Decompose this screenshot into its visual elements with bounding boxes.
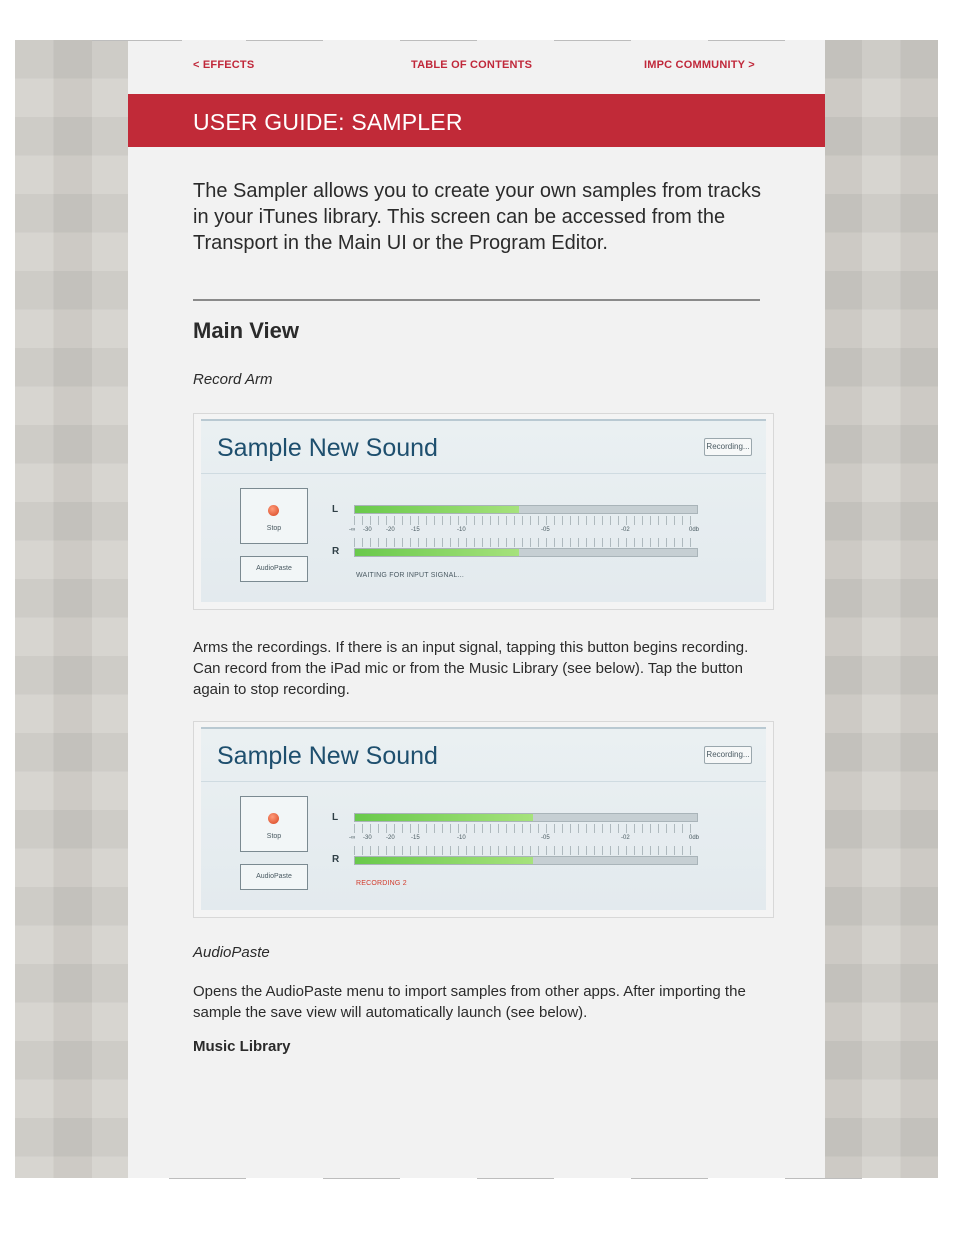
status-text: RECORDING 2	[356, 880, 407, 887]
audiopaste-caption: AudioPaste	[193, 944, 270, 961]
db-tick-label: -30	[363, 527, 372, 533]
divider	[169, 1178, 246, 1179]
sampler-screenshot	[193, 413, 774, 610]
divider	[323, 1178, 400, 1179]
db-tick-label: 0db	[689, 527, 700, 533]
divider	[554, 40, 631, 41]
divider	[785, 1178, 862, 1179]
title-banner	[128, 94, 825, 147]
section-heading: Main View	[193, 318, 299, 343]
db-tick-label: -10	[457, 835, 466, 841]
recording-button: Recording...	[704, 438, 752, 456]
record-icon	[268, 813, 279, 824]
db-tick-label: -05	[541, 527, 550, 533]
toc-link[interactable]: TABLE OF CONTENTS	[411, 59, 533, 71]
meter-ticks	[354, 846, 696, 855]
page-title: USER GUIDE: SAMPLER	[193, 109, 463, 135]
left-level-fill	[355, 506, 519, 513]
meter-ticks	[354, 538, 696, 547]
divider	[201, 781, 766, 782]
audiopaste-button: AudioPaste	[240, 556, 308, 582]
sampler-screenshot	[193, 721, 774, 918]
db-tick-label: 0db	[689, 835, 700, 841]
right-level-meter	[354, 548, 698, 557]
right-level-meter	[354, 856, 698, 865]
db-tick-label: -∞	[349, 527, 356, 533]
sampler-panel	[201, 727, 766, 910]
audiopaste-button: AudioPaste	[240, 864, 308, 890]
record-arm-description: Arms the recordings. If there is an input signal, tapping this button begins recording. Can record from the iPad mic or from the Music Library (see below). Tap the button again to stop recording.	[193, 639, 749, 698]
db-tick-label: -∞	[349, 835, 356, 841]
record-icon	[268, 505, 279, 516]
sampler-title: Sample New Sound	[217, 434, 438, 462]
divider	[201, 473, 766, 474]
db-tick-label: -30	[363, 835, 372, 841]
meter-ticks	[354, 516, 696, 525]
left-level-meter	[354, 813, 698, 822]
meter-ticks	[354, 824, 696, 833]
db-tick-label: -20	[386, 835, 395, 841]
sampler-title: Sample New Sound	[217, 742, 438, 770]
right-channel-label: R	[332, 546, 340, 557]
right-channel-label: R	[332, 854, 340, 865]
stop-label: Stop	[266, 525, 282, 532]
record-arm-button	[240, 796, 308, 852]
left-level-meter	[354, 505, 698, 514]
record-arm-caption: Record Arm	[193, 371, 273, 388]
right-level-fill	[355, 857, 533, 864]
left-level-fill	[355, 814, 533, 821]
intro-paragraph: The Sampler allows you to create your own samples from tracks in your iTunes library. This screen can be accessed from the Transport in the Main UI or the Program Editor.	[193, 180, 761, 254]
status-text: WAITING FOR INPUT SIGNAL...	[356, 572, 465, 579]
divider	[477, 1178, 554, 1179]
db-tick-label: -02	[621, 835, 630, 841]
prev-link[interactable]: < EFFECTS	[193, 59, 255, 71]
divider	[631, 1178, 708, 1179]
db-tick-label: -05	[541, 835, 550, 841]
stop-label: Stop	[266, 833, 282, 840]
right-level-fill	[355, 549, 519, 556]
next-link[interactable]: IMPC COMMUNITY >	[644, 59, 755, 71]
audiopaste-description: Opens the AudioPaste menu to import samples from other apps. After importing the sample the save view will automatically launch (see below).	[193, 983, 746, 1021]
db-tick-label: -10	[457, 527, 466, 533]
divider	[708, 40, 785, 41]
left-channel-label: L	[332, 504, 339, 515]
db-tick-label: -20	[386, 527, 395, 533]
sampler-panel	[201, 419, 766, 602]
divider	[400, 40, 477, 41]
music-library-heading: Music Library	[193, 1038, 291, 1055]
left-channel-label: L	[332, 812, 339, 823]
divider	[92, 40, 182, 41]
section-divider	[193, 299, 760, 301]
record-arm-button	[240, 488, 308, 544]
db-scale	[349, 527, 703, 537]
db-tick-label: -02	[621, 527, 630, 533]
divider	[246, 40, 323, 41]
db-tick-label: -15	[411, 527, 420, 533]
db-scale	[349, 835, 703, 845]
db-tick-label: -15	[411, 835, 420, 841]
recording-button: Recording...	[704, 746, 752, 764]
